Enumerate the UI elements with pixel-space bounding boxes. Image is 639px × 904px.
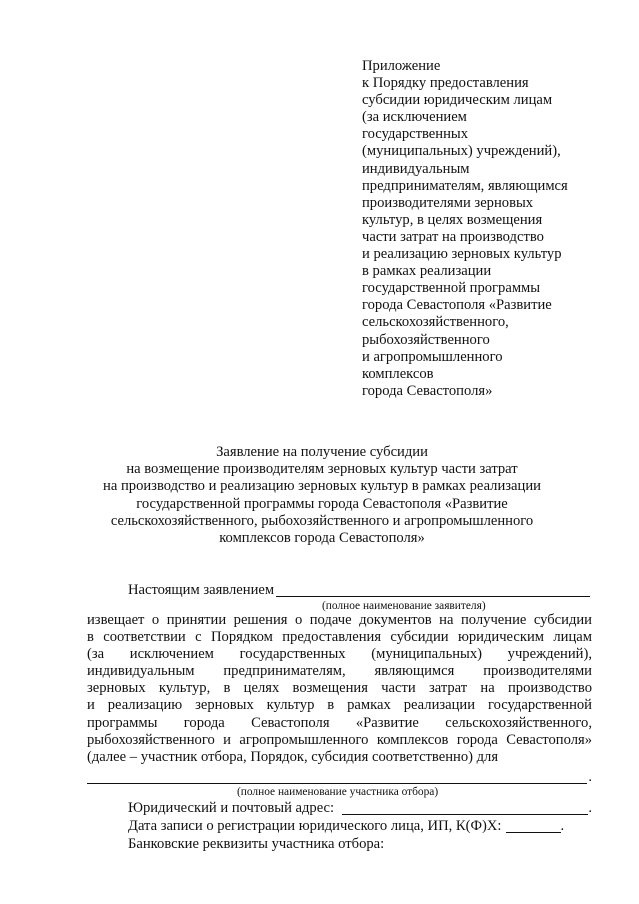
participant-name-field[interactable] xyxy=(87,782,587,784)
applicant-caption: (полное наименование заявителя) xyxy=(322,600,486,612)
line-end-period: . xyxy=(588,769,592,785)
bank-details-row xyxy=(128,836,592,853)
body-line: (далее – участник отбора, Порядок, субсидия соответственно) для xyxy=(87,748,499,765)
appendix-line: части затрат на производство xyxy=(362,228,544,245)
participant-name-row xyxy=(87,771,592,784)
body-line: зерновых культур, в целях возмещения части затрат на производство xyxy=(87,680,592,697)
appendix-line: и агропромышленного xyxy=(362,348,503,365)
registration-date-field[interactable] xyxy=(506,818,561,833)
body-line: и реализацию зерновых культур в рамках реализации государственной xyxy=(87,697,592,714)
appendix-line: города Севастополя» xyxy=(362,382,493,399)
body-line: в соответствии с Порядком предоставления субсидии юридическим лицам xyxy=(87,629,592,646)
appendix-line: предпринимателям, являющимся xyxy=(362,177,568,194)
title-line: на производство и реализацию зерновых культур в рамках реализации xyxy=(103,478,541,495)
appendix-line: производителями зерновых xyxy=(362,194,534,211)
document-title xyxy=(80,444,564,547)
applicant-name-field[interactable] xyxy=(276,582,590,597)
body-line: извещает о принятии решения о подаче документов на получение субсидии xyxy=(87,612,592,628)
bank-details-label: Банковские реквизиты участника отбора: xyxy=(128,836,385,852)
appendix-line: комплексов xyxy=(362,365,434,382)
title-line: комплексов города Севастополя» xyxy=(219,530,425,547)
appendix-line: Приложение xyxy=(362,58,441,74)
appendix-line: в рамках реализации xyxy=(362,263,492,280)
applicant-name-row xyxy=(128,582,590,599)
body-line: индивидуальным предпринимателям, являющимся производителями xyxy=(87,663,592,680)
statement-body xyxy=(87,612,592,766)
title-line: государственной программы города Севастополя «Развитие xyxy=(136,495,508,512)
appendix-line: культур, в целях возмещения xyxy=(362,211,543,228)
appendix-line: к Порядку предоставления xyxy=(362,75,529,92)
appendix-header xyxy=(362,58,612,400)
appendix-line: (за исключением xyxy=(362,109,467,126)
line-end-period: . xyxy=(588,800,592,816)
title-line: на возмещение производителям зерновых культур части затрат xyxy=(126,461,518,478)
appendix-line: и реализацию зерновых культур xyxy=(362,246,562,263)
appendix-line: города Севастополя «Развитие xyxy=(362,297,552,314)
address-label: Юридический и почтовый адрес: xyxy=(128,800,335,816)
registration-label: Дата записи о регистрации юридического лица, ИП, К(Ф)Х: xyxy=(128,818,502,834)
address-row xyxy=(128,800,592,817)
appendix-line: государственной программы xyxy=(362,280,541,297)
appendix-line: индивидуальным xyxy=(362,160,470,177)
registration-row xyxy=(128,818,592,835)
intro-label: Настоящим заявлением xyxy=(128,582,275,598)
appendix-line: (муниципальных) учреждений), xyxy=(362,143,561,160)
title-line: Заявление на получение субсидии xyxy=(216,444,428,460)
line-end-period: . xyxy=(560,818,565,834)
appendix-line: рыбохозяйственного xyxy=(362,331,490,348)
appendix-line: государственных xyxy=(362,126,469,143)
body-line: программы города Севастополя «Развитие сельскохозяйственного, xyxy=(87,714,592,731)
body-line: (за исключением государственных (муниципальных) учреждений), xyxy=(87,646,592,663)
appendix-line: сельскохозяйственного, xyxy=(362,314,509,331)
title-line: сельскохозяйственного, рыбохозяйственного и агропромышленного xyxy=(110,512,534,529)
body-line: рыбохозяйственного и агропромышленного комплексов города Севастополя» xyxy=(87,731,592,748)
participant-caption: (полное наименование участника отбора) xyxy=(237,786,439,798)
address-field[interactable] xyxy=(342,800,588,815)
appendix-line: субсидии юридическим лицам xyxy=(362,92,553,109)
